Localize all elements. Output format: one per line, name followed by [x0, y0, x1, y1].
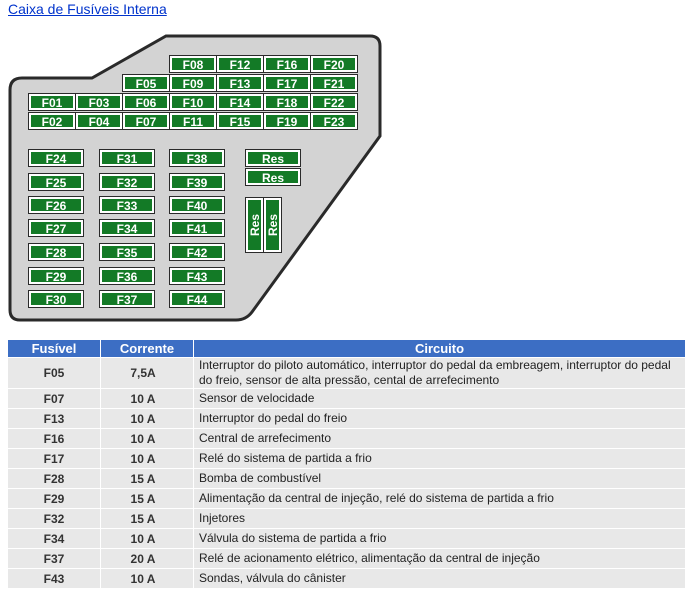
fuse-f41: F41: [170, 220, 224, 236]
fuse-f18: F18: [264, 94, 310, 110]
column-header-current: Corrente: [101, 340, 194, 357]
cell-fuse: F32: [8, 508, 101, 528]
table-row: [8, 488, 686, 508]
fuse-f22: F22: [311, 94, 357, 110]
fuse-f27: F27: [29, 220, 83, 236]
cell-current: 15 A: [101, 508, 194, 528]
column-header-fuse: Fusível: [8, 340, 101, 357]
fuse-f30: F30: [29, 291, 83, 307]
cell-current: 10 A: [101, 388, 194, 408]
table-row: [8, 357, 686, 388]
cell-circuit: Relé de acionamento elétrico, alimentação da central de injeção: [194, 548, 686, 568]
cell-fuse: F29: [8, 488, 101, 508]
page-title-link[interactable]: Caixa de Fusíveis Interna: [8, 1, 167, 17]
circuit-table: [8, 340, 686, 588]
fuse-f36: F36: [100, 268, 154, 284]
fuse-f03: F03: [76, 94, 122, 110]
fuse-f31: F31: [100, 150, 154, 166]
cell-circuit: Bomba de combustível: [194, 468, 686, 488]
cell-current: 15 A: [101, 468, 194, 488]
fuse-f40: F40: [170, 197, 224, 213]
cell-fuse: F37: [8, 548, 101, 568]
fuse-f14: F14: [217, 94, 263, 110]
fuse-f37: F37: [100, 291, 154, 307]
cell-fuse: F07: [8, 388, 101, 408]
fuse-f02: F02: [29, 113, 75, 129]
fuse-res3: Res: [246, 198, 263, 252]
fuse-res4: Res: [264, 198, 281, 252]
cell-current: 7,5A: [101, 357, 194, 388]
fuse-f12: F12: [217, 56, 263, 72]
cell-circuit: Relé do sistema de partida a frio: [194, 448, 686, 468]
fuse-f10: F10: [170, 94, 216, 110]
fuse-f35: F35: [100, 244, 154, 260]
fuse-f08: F08: [170, 56, 216, 72]
fuse-f21: F21: [311, 75, 357, 91]
table-row: [8, 468, 686, 488]
cell-current: 15 A: [101, 488, 194, 508]
table-header-row: [8, 340, 686, 357]
cell-current: 10 A: [101, 568, 194, 588]
cell-fuse: F34: [8, 528, 101, 548]
fuse-f32: F32: [100, 174, 154, 190]
cell-fuse: F16: [8, 428, 101, 448]
fuse-f38: F38: [170, 150, 224, 166]
table-row: [8, 508, 686, 528]
fuse-f04: F04: [76, 113, 122, 129]
fuse-f23: F23: [311, 113, 357, 129]
fuse-f43: F43: [170, 268, 224, 284]
cell-fuse: F05: [8, 357, 101, 388]
table-row: [8, 428, 686, 448]
table-row: [8, 548, 686, 568]
cell-circuit: Central de arrefecimento: [194, 428, 686, 448]
column-header-circuit: Circuito: [194, 340, 686, 357]
fuse-f24: F24: [29, 150, 83, 166]
cell-current: 10 A: [101, 448, 194, 468]
fuse-f11: F11: [170, 113, 216, 129]
fuse-f06: F06: [123, 94, 169, 110]
fuse-f13: F13: [217, 75, 263, 91]
fuse-f44: F44: [170, 291, 224, 307]
cell-circuit: Interruptor do pedal do freio: [194, 408, 686, 428]
cell-circuit: Sensor de velocidade: [194, 388, 686, 408]
fuse-res2: Res: [246, 169, 300, 185]
cell-circuit: Interruptor do piloto automático, interruptor do pedal da embreagem, interruptor do pedal do freio, sensor de alta pressão, cental de arrefecimento: [194, 357, 686, 388]
fuse-f15: F15: [217, 113, 263, 129]
fuse-f07: F07: [123, 113, 169, 129]
table-row: [8, 388, 686, 408]
cell-circuit: Injetores: [194, 508, 686, 528]
table-row: [8, 408, 686, 428]
fuse-f17: F17: [264, 75, 310, 91]
fuse-res1: Res: [246, 150, 300, 166]
cell-fuse: F13: [8, 408, 101, 428]
cell-current: 10 A: [101, 528, 194, 548]
fuse-f05: F05: [123, 75, 169, 91]
fuse-f25: F25: [29, 174, 83, 190]
fuse-f34: F34: [100, 220, 154, 236]
fuse-f42: F42: [170, 244, 224, 260]
fuse-f29: F29: [29, 268, 83, 284]
fuse-f28: F28: [29, 244, 83, 260]
cell-fuse: F43: [8, 568, 101, 588]
fuse-f16: F16: [264, 56, 310, 72]
cell-current: 10 A: [101, 428, 194, 448]
table-row: [8, 448, 686, 468]
cell-fuse: F28: [8, 468, 101, 488]
fuse-f19: F19: [264, 113, 310, 129]
cell-current: 20 A: [101, 548, 194, 568]
table-row: [8, 528, 686, 548]
fuse-f20: F20: [311, 56, 357, 72]
fuse-f01: F01: [29, 94, 75, 110]
cell-circuit: Válvula do sistema de partida a frio: [194, 528, 686, 548]
fuse-f26: F26: [29, 197, 83, 213]
cell-circuit: Alimentação da central de injeção, relé do sistema de partida a frio: [194, 488, 686, 508]
cell-current: 10 A: [101, 408, 194, 428]
cell-circuit: Sondas, válvula do cânister: [194, 568, 686, 588]
fuse-f09: F09: [170, 75, 216, 91]
fuse-f33: F33: [100, 197, 154, 213]
fuse-f39: F39: [170, 174, 224, 190]
table-row: [8, 568, 686, 588]
cell-fuse: F17: [8, 448, 101, 468]
